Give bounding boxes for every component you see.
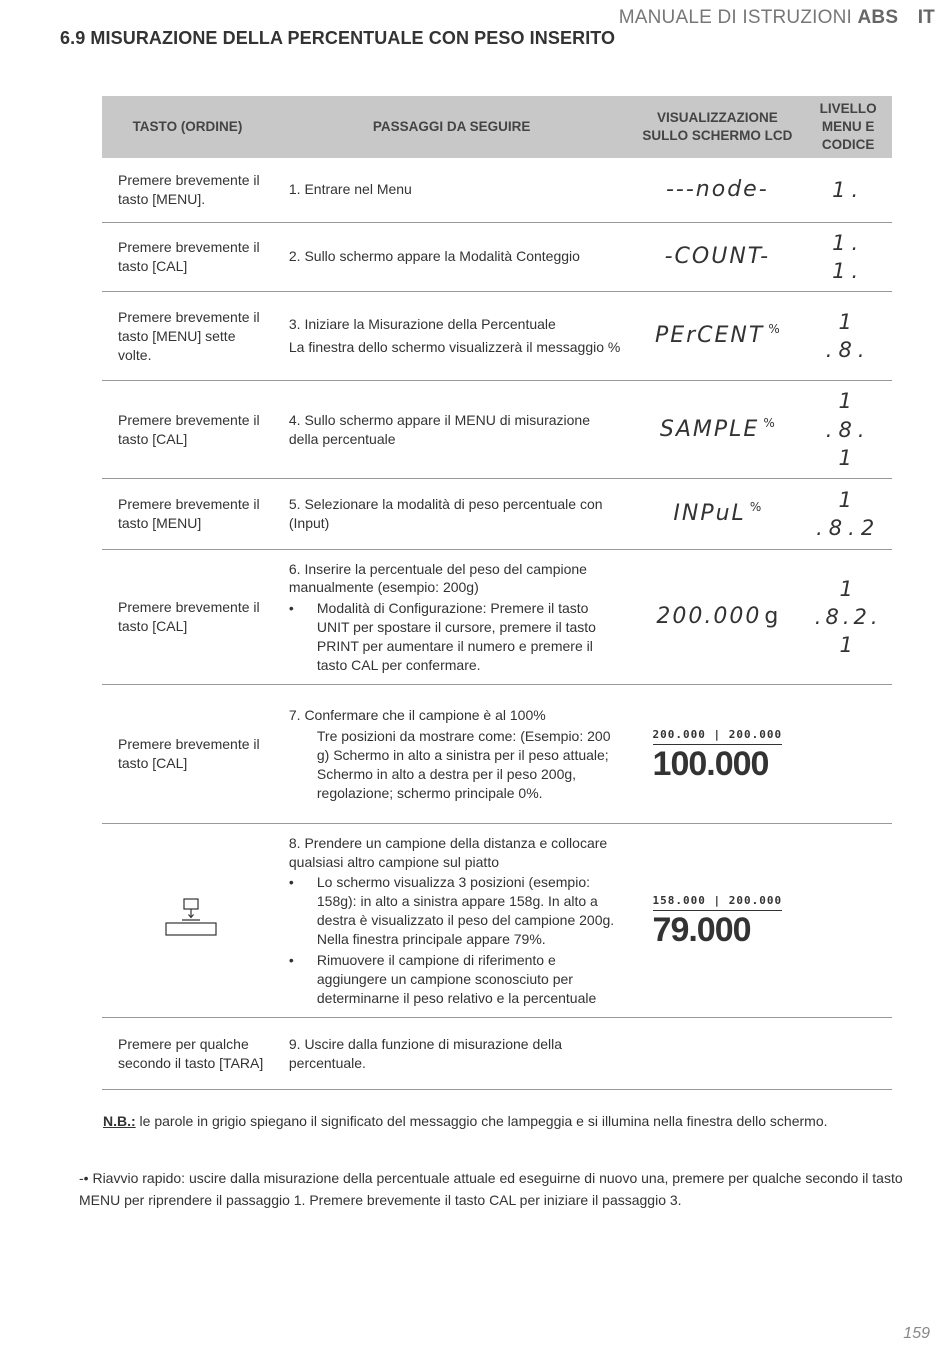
- level-code: 1. 1.: [832, 230, 865, 283]
- display-main: 79.000: [652, 911, 751, 950]
- display-top: 200.000 | 200.000: [653, 728, 783, 745]
- note-text: le parole in grigio spiegano il significato del messaggio che lampeggia e si illumina nella finestra dello schermo.: [135, 1113, 828, 1129]
- key-cell: Premere per qualche secondo il tasto [TARA]: [102, 1018, 273, 1090]
- page-number: 159: [903, 1325, 930, 1342]
- step-cell: 5. Selezionare la modalità di peso percentuale con (Input): [273, 479, 630, 550]
- lcd-unit: g: [764, 604, 779, 630]
- lcd-cell: [630, 222, 804, 292]
- step-text: 3. Iniziare la Misurazione della Percentuale: [288, 316, 556, 333]
- table-row: [102, 222, 892, 292]
- step-cell: 4. Sullo schermo appare il MENU di misurazione della percentuale: [273, 381, 630, 479]
- lcd-display: ---node-: [665, 176, 769, 202]
- lcd-display: INPuL: [673, 501, 746, 527]
- level-cell: [804, 479, 892, 550]
- sample-on-pan-icon: [164, 898, 218, 938]
- step-text: 6. Inserire la percentuale del peso del campione manualmente (esempio: 200g): [288, 560, 587, 596]
- lcd-cell: [630, 824, 804, 1018]
- table-header-row: [102, 96, 892, 158]
- header-key: TASTO (ORDINE): [102, 96, 273, 158]
- bullet-list: [289, 599, 622, 675]
- step-cell: 9. Uscire dalla funzione di misurazione della percentuale.: [273, 1018, 630, 1090]
- level-code: 1 .8.2: [816, 487, 881, 541]
- level-code: 1 .8. 1: [825, 389, 871, 470]
- lcd-cell: [630, 550, 804, 685]
- section-title: 6.9 MISURAZIONE DELLA PERCENTUALE CON PESO INSERITO: [60, 28, 616, 48]
- lcd-cell: [630, 158, 804, 222]
- level-code: 1.: [832, 177, 865, 202]
- table-row: [102, 824, 892, 1018]
- step-cell: [273, 824, 630, 1018]
- brand-label: ABS: [857, 7, 899, 28]
- lcd-cell: [630, 479, 804, 550]
- lcd-unit: %: [763, 415, 775, 430]
- level-cell: [804, 824, 892, 1018]
- steps-table: [102, 96, 892, 1090]
- note: [103, 1113, 828, 1129]
- running-header: [619, 7, 935, 29]
- display-top: 158.000 | 200.000: [653, 894, 783, 911]
- table-row: [102, 292, 892, 381]
- step-cell: [273, 292, 630, 381]
- level-code: 1 .8.: [825, 309, 871, 363]
- lcd-unit: %: [768, 322, 780, 337]
- step-extra: La finestra dello schermo visualizzerà il messaggio %: [288, 339, 621, 356]
- table-row: [102, 158, 892, 222]
- header-steps: PASSAGGI DA SEGUIRE: [273, 96, 630, 158]
- lcd-display: SAMPLE: [659, 416, 760, 442]
- key-cell: Premere brevemente il tasto [CAL]: [102, 381, 273, 479]
- key-cell: Premere brevemente il tasto [MENU].: [102, 158, 273, 222]
- key-cell: Premere brevemente il tasto [CAL]: [102, 222, 273, 292]
- level-cell: [804, 685, 892, 824]
- note-label: N.B.:: [103, 1113, 136, 1129]
- key-cell: Premere brevemente il tasto [MENU] sette volte.: [102, 292, 273, 381]
- multi-display: [652, 894, 783, 950]
- step-cell: 2. Sullo schermo appare la Modalità Conteggio: [273, 222, 630, 292]
- multi-display: [653, 728, 783, 781]
- manual-label: MANUALE DI ISTRUZIONI: [618, 7, 853, 28]
- display-main: 100.000: [652, 744, 769, 783]
- step-cell: [273, 685, 630, 824]
- table-row: [102, 550, 892, 685]
- step-text: 7. Confermare che il campione è al 100%: [288, 706, 546, 723]
- quick-restart-tip: -• Riavvio rapido: uscire dalla misurazione della percentuale attuale ed eseguirne di nuovo una, premere per qualche secondo il tasto MENU per riprendere il passaggio 1. Premere brevemente il tasto CAL per iniziare il passaggio 3.: [79, 1170, 903, 1209]
- lcd-display: 200.000: [656, 604, 762, 630]
- step-text: 8. Prendere un campione della distanza e collocare qualsiasi altro campione sul piatto: [288, 834, 608, 870]
- level-cell: [804, 1018, 892, 1090]
- lcd-cell: [630, 685, 804, 824]
- table-row: [102, 479, 892, 550]
- bullet-item: • Modalità di Configurazione: Premere il tasto UNIT per spostare il cursore, premere il tasto PRINT per aumentare il numero e premere il tasto CAL per confermare.: [289, 599, 622, 675]
- key-cell: Premere brevemente il tasto [CAL]: [102, 550, 273, 685]
- step-indent: Tre posizioni da mostrare come: (Esempio: 200 g) Schermo in alto a sinistra per il peso attuale; Schermo in alto a destra per il peso 200g, regolazione; schermo principale 0%.: [316, 727, 611, 801]
- table-row: [102, 1018, 892, 1090]
- key-cell: Premere brevemente il tasto [MENU]: [102, 479, 273, 550]
- level-code: 1 .8.2. 1: [814, 576, 882, 658]
- lcd-display: -COUNT-: [664, 244, 771, 269]
- bullet-item: • Lo schermo visualizza 3 posizioni (esempio: 158g): in alto a sinistra appare 158g. In alto a destra è visualizzato il peso del campione 200g. Nella finestra principale appare 79%.: [289, 873, 622, 949]
- lcd-cell: [630, 292, 804, 381]
- lcd-cell: [630, 1018, 804, 1090]
- bullet-item: • Rimuovere il campione di riferimento e aggiungere un campione sconosciuto per determinarne il peso relativo e la percentuale: [289, 951, 622, 1008]
- step-cell: 1. Entrare nel Menu: [273, 158, 630, 222]
- level-cell: [804, 550, 892, 685]
- lcd-cell: [630, 381, 804, 479]
- lcd-display: PErCENT: [654, 323, 765, 349]
- table-row: [102, 381, 892, 479]
- bullet-list: [289, 873, 622, 1007]
- key-cell: [102, 824, 273, 1018]
- level-cell: [804, 222, 892, 292]
- step-cell: [273, 550, 630, 685]
- header-level: LIVELLO MENU E CODICE: [804, 96, 892, 158]
- lcd-unit: %: [749, 500, 762, 515]
- level-cell: [804, 158, 892, 222]
- key-cell: Premere brevemente il tasto [CAL]: [102, 685, 273, 824]
- language-label: IT: [917, 7, 935, 28]
- header-lcd: VISUALIZZAZIONE SULLO SCHERMO LCD: [630, 96, 804, 158]
- level-cell: [804, 292, 892, 381]
- level-cell: [804, 381, 892, 479]
- table-row: [102, 685, 892, 824]
